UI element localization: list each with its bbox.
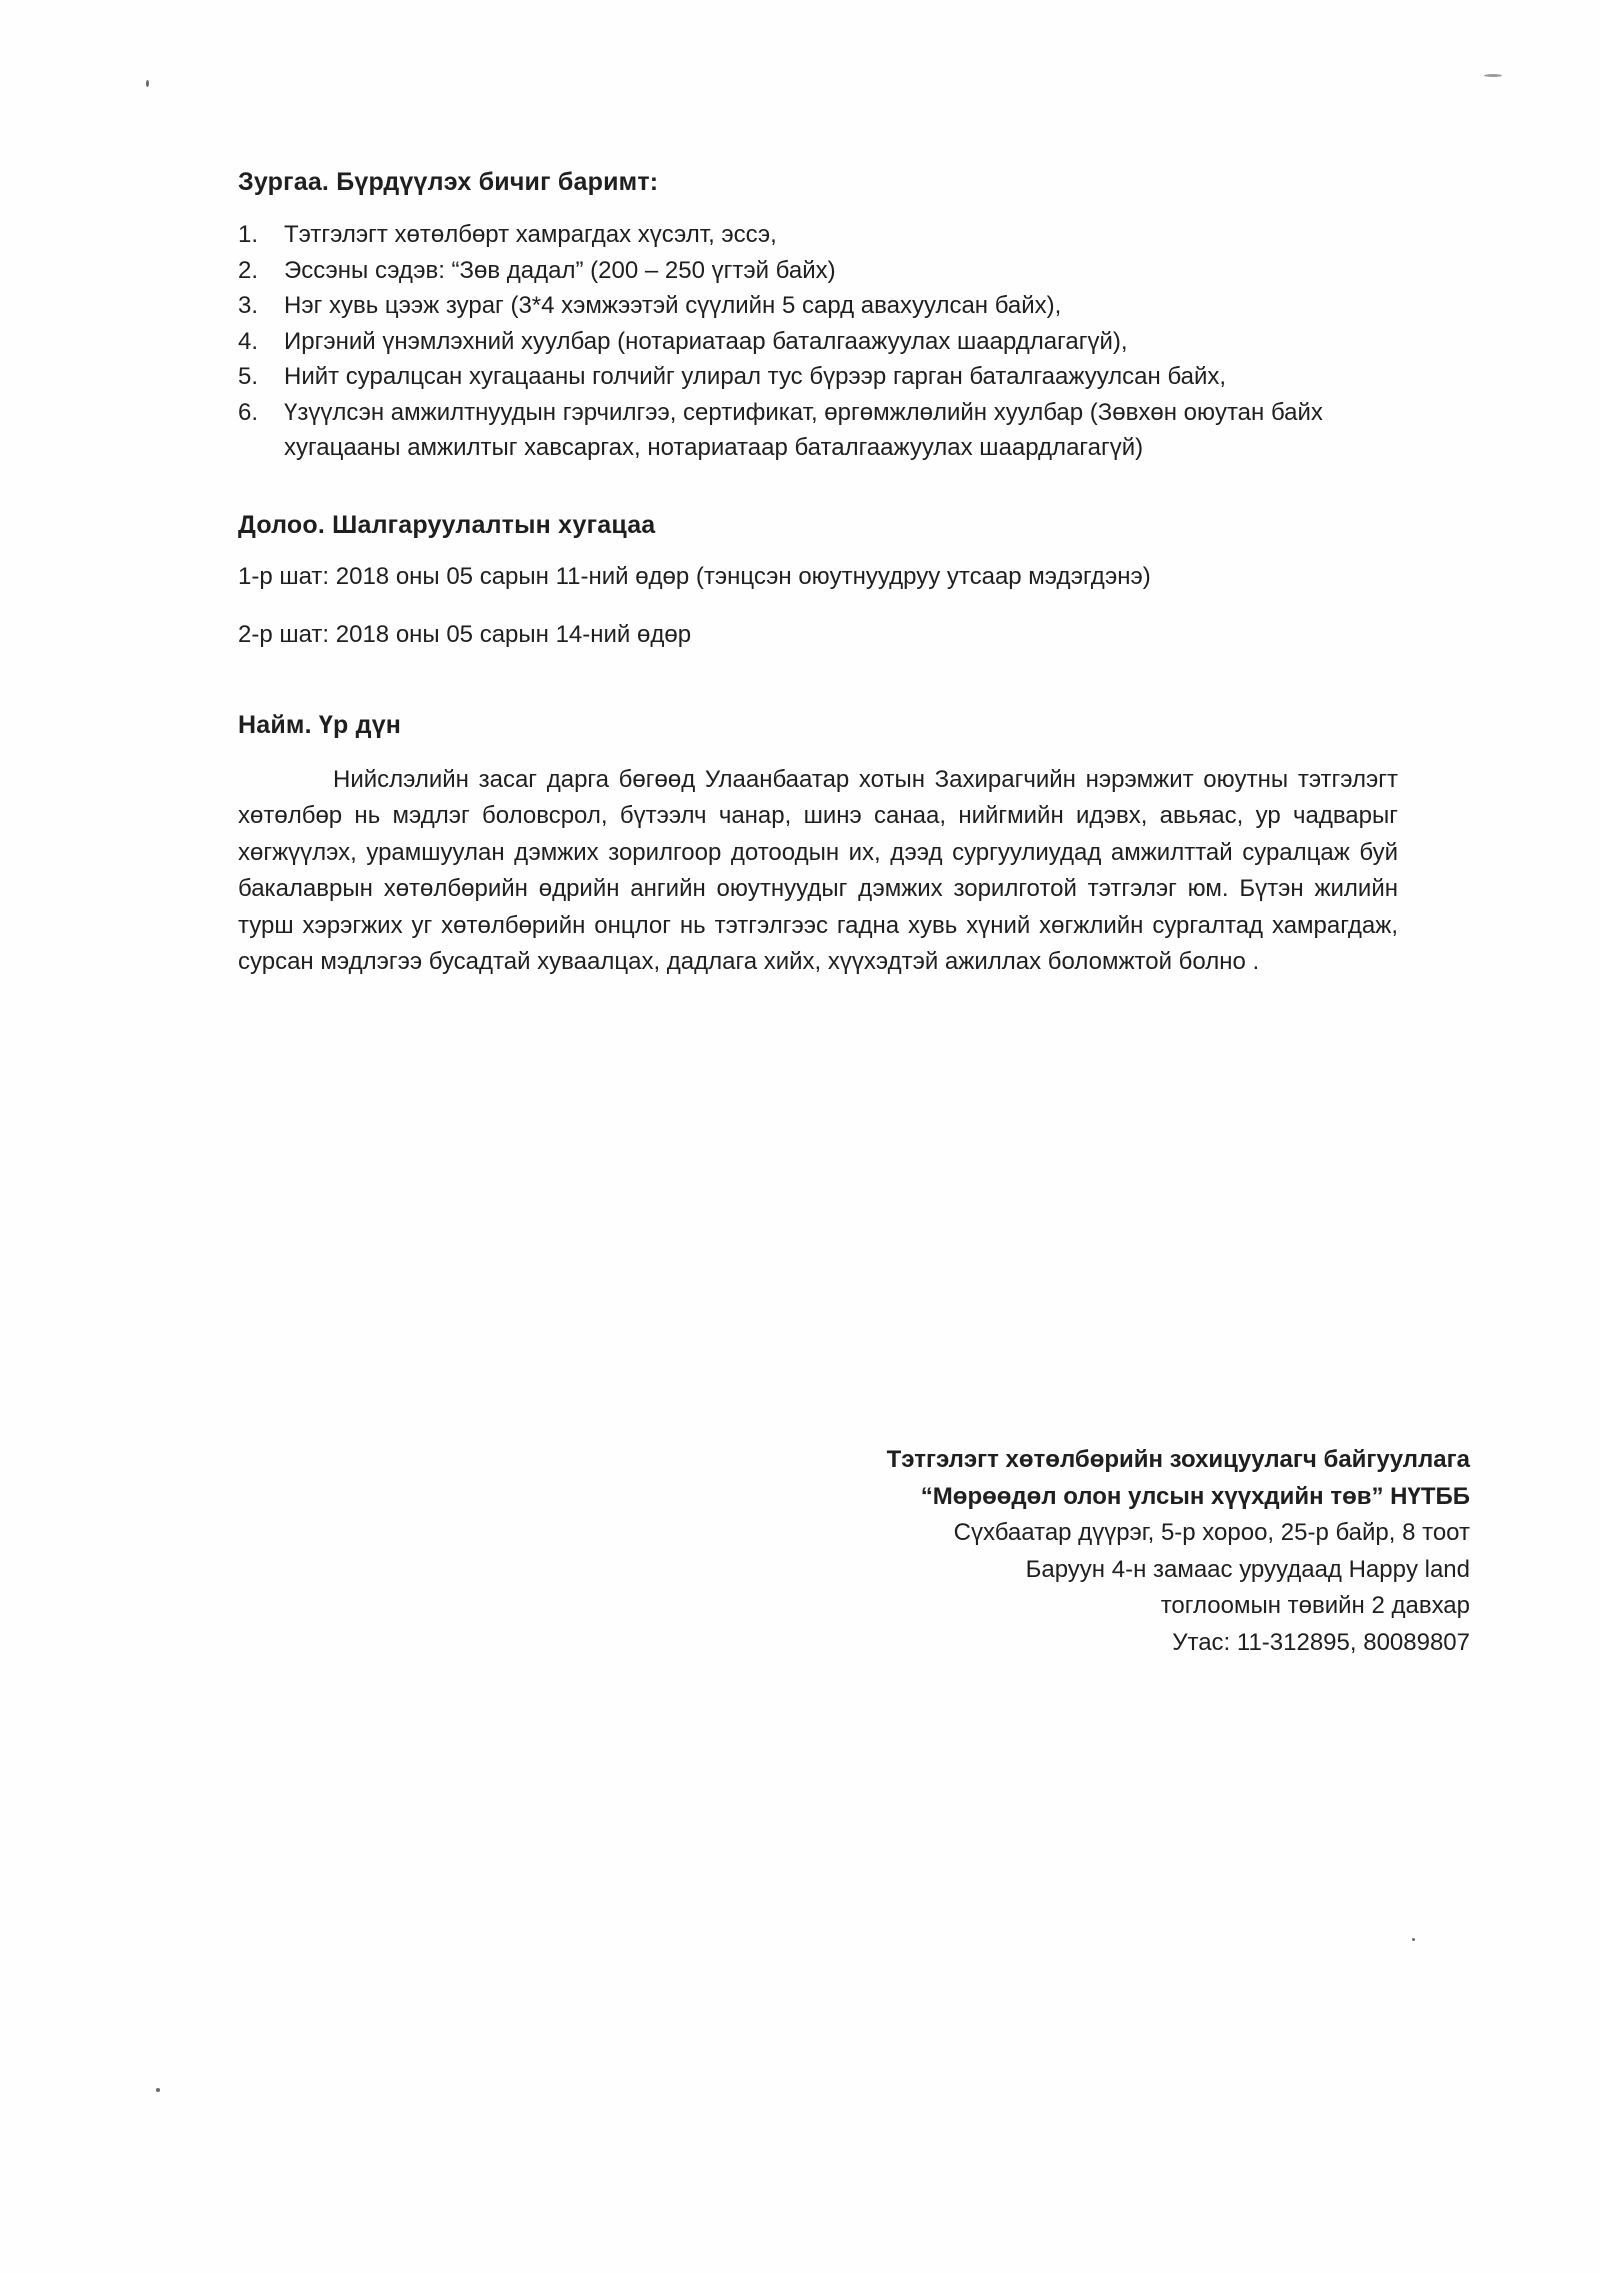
scan-speck bbox=[146, 80, 149, 87]
document-body bbox=[238, 165, 1398, 981]
section-title-selection-period: Долоо. Шалгаруулалтын хугацаа bbox=[238, 510, 656, 539]
documents-list bbox=[238, 217, 1398, 466]
section-documents bbox=[238, 165, 1398, 466]
section-title-results: Найм. Үр дүн bbox=[238, 710, 402, 739]
organization-role: Тэтгэлэгт хөтөлбөрийн зохицуулагч байгууллага bbox=[886, 1446, 1470, 1473]
list-item: 3. Нэг хувь цээж зураг (3*4 хэмжээтэй сүүлийн 5 сард авахуулсан байх), bbox=[238, 292, 1062, 319]
list-item: 6. Үзүүлсэн амжилтнуудын гэрчилгээ, сертификат, өргөмжлөлийн хуулбар (Зөвхөн оюутан байх хугацааны амжилтыг хавсаргах, нотариатаар баталгаажуулах шаардлагагүй) bbox=[238, 398, 1323, 461]
address-line: Баруун 4-н замаас уруудаад Happy land bbox=[1025, 1555, 1470, 1583]
phone-line: Утас: 11-312895, 80089807 bbox=[1172, 1628, 1470, 1656]
scan-speck bbox=[1484, 74, 1502, 77]
list-item: 1. Тэтгэлэгт хөтөлбөрт хамрагдах хүсэлт, эссэ, bbox=[238, 221, 777, 248]
section-title-documents: Зургаа. Бүрдүүлэх бичиг баримт: bbox=[238, 168, 659, 196]
results-paragraph: Нийслэлийн засаг дарга бөгөөд Улаанбаатар хотын Захирагчийн нэрэмжит оюутны тэтгэлэгт хөтөлбөр нь мэдлэг боловсрол, бүтээлч чанар, шинэ санаа, нийгмийн идэвх, авьяас, ур чадварыг хөгжүүлэх, урамшуулан дэмжих зорилгоор дотоодын их, дээд сургуулиудад амжилттай суралцаж буй бакалаврын хөтөлбөрийн өдрийн ангийн оюутнуудыг дэмжих зорилготой тэтгэлэг юм. Бүтэн жилийн турш хэрэгжих уг хөтөлбөрийн онцлог нь тэтгэлгээс гадна хувь хүний хөгжлийн сургалтад хамрагдаж, сурсан мэдлэгээ бусадтай хуваалцах, дадлага хийх, хүүхэдтэй ажиллах боломжтой болно . bbox=[238, 765, 1398, 975]
list-item: 5. Нийт суралцсан хугацааны голчийг улирал тус бүрээр гарган баталгаажуулсан байх, bbox=[238, 363, 1227, 390]
section-results bbox=[238, 708, 1398, 981]
scan-speck bbox=[1412, 1938, 1415, 1941]
address-line: Сүхбаатар дүүрэг, 5-р хороо, 25-р байр, 8 тоот bbox=[953, 1519, 1470, 1546]
address-line: тоглоомын төвийн 2 давхар bbox=[1160, 1592, 1470, 1619]
organization-signature-block bbox=[600, 1442, 1470, 1661]
stage-2-text: 2-р шат: 2018 оны 05 сарын 14-ний өдөр bbox=[238, 620, 692, 648]
scan-speck bbox=[156, 2088, 160, 2092]
list-item: 4. Иргэний үнэмлэхний хуулбар (нотариатаар баталгаажуулах шаардлагагүй), bbox=[238, 327, 1128, 355]
organization-name: “Мөрөөдөл олон улсын хүүхдийн төв” НҮТББ bbox=[920, 1482, 1470, 1510]
stage-1-text: 1-р шат: 2018 оны 05 сарын 11-ний өдөр (тэнцсэн оюутнуудруу утсаар мэдэгдэнэ) bbox=[238, 562, 1151, 590]
list-item: 2. Эссэны сэдэв: “Зөв дадал” (200 – 250 үгтэй байх) bbox=[238, 256, 836, 284]
section-selection-period bbox=[238, 508, 1398, 652]
